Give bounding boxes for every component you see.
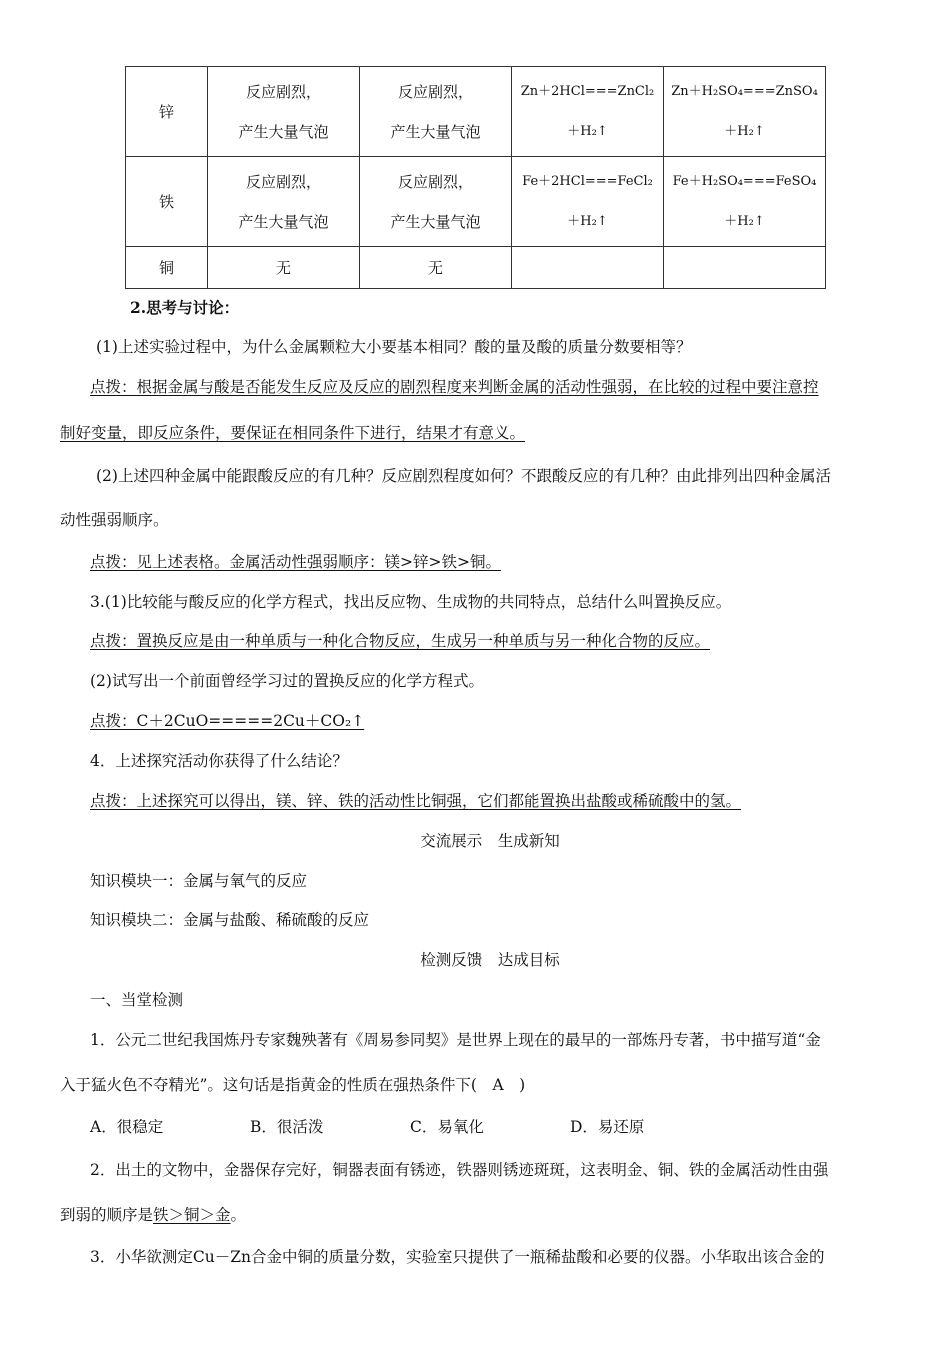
hcl-equation-cell: Zn＋2HCl===ZnCl₂ ＋H₂↑ — [512, 67, 664, 157]
hcl-observation-cell: 无 — [208, 247, 360, 289]
choice-option-a: A．很稳定 — [90, 1118, 164, 1136]
question-text: (2)上述四种金属中能跟酸反应的有几种？反应剧烈程度如何？不跟酸反应的有几种？由此排列出四种金属活 — [96, 467, 831, 485]
section-title: 交流展示 生成新知 — [420, 832, 560, 850]
question-text: 3．小华欲测定Cu－Zn合金中铜的质量分数，实验室只提供了一瓶稀盐酸和必要的仪器。小华取出该合金的 — [90, 1248, 825, 1266]
hcl-equation-cell: Fe＋2HCl===FeCl₂ ＋H₂↑ — [512, 157, 664, 247]
subsection-heading: 一、当堂检测 — [90, 991, 184, 1009]
answer-hint: 点拨：置换反应是由一种单质与一种化合物反应，生成另一种单质与另一种化合物的反应。 — [90, 632, 711, 650]
question-text: 3.(1)比较能与酸反应的化学方程式，找出反应物、生成物的共同特点，总结什么叫置换反应。 — [90, 593, 732, 611]
h2so4-observation-cell: 无 — [360, 247, 512, 289]
hcl-equation-cell — [512, 247, 664, 289]
question-text: 入于猛火色不夺精光”。这句话是指黄金的性质在强热条件下( A ) — [60, 1076, 526, 1094]
h2so4-equation-cell: Fe＋H₂SO₄===FeSO₄ ＋H₂↑ — [664, 157, 826, 247]
knowledge-module: 知识模块一：金属与氧气的反应 — [90, 872, 308, 890]
answer-hint: 点拨：上述探究可以得出，镁、锌、铁的活动性比铜强，它们都能置换出盐酸或稀硫酸中的氢。 — [90, 792, 742, 810]
question-text: 1．公元二世纪我国炼丹专家魏殃著有《周易参同契》是世界上现在的最早的一部炼丹专著，书中描写道“金 — [90, 1031, 821, 1049]
question-text: 4．上述探究活动你获得了什么结论？ — [90, 752, 348, 770]
table-row — [126, 247, 826, 289]
question-text: 2．出土的文物中，金器保存完好，铜器表面有锈迹，铁器则锈迹斑斑，这表明金、铜、铁的金属活动性由强 — [90, 1161, 829, 1179]
answer-hint: 制好变量，即反应条件，要保证在相同条件下进行，结果才有意义。 — [60, 424, 526, 442]
answer-hint: 点拨：根据金属与酸是否能发生反应及反应的剧烈程度来判断金属的活动性强弱，在比较的过程中要注意控 — [90, 378, 819, 396]
metal-cell: 铁 — [126, 157, 208, 247]
question-text: 动性强弱顺序。 — [60, 511, 169, 529]
table-row — [126, 157, 826, 247]
answer-hint: 点拨：C＋2CuO=====2Cu＋CO₂↑ — [90, 712, 365, 730]
h2so4-observation-cell: 反应剧烈， 产生大量气泡 — [360, 67, 512, 157]
question-text: (1)上述实验过程中，为什么金属颗粒大小要基本相同？酸的量及酸的质量分数要相等？ — [96, 338, 692, 356]
hcl-observation-cell: 反应剧烈， 产生大量气泡 — [208, 157, 360, 247]
h2so4-equation-cell — [664, 247, 826, 289]
answer-hint: 点拨：见上述表格。金属活动性强弱顺序：镁>锌>铁>铜。 — [90, 553, 501, 571]
section-title: 检测反馈 达成目标 — [420, 951, 560, 969]
metal-cell: 锌 — [126, 67, 208, 157]
table-row — [126, 67, 826, 157]
knowledge-module: 知识模块二：金属与盐酸、稀硫酸的反应 — [90, 911, 370, 929]
choice-option-c: C．易氧化 — [410, 1118, 484, 1136]
h2so4-equation-cell: Zn＋H₂SO₄===ZnSO₄ ＋H₂↑ — [664, 67, 826, 157]
hcl-observation-cell: 反应剧烈， 产生大量气泡 — [208, 67, 360, 157]
question-text: (2)试写出一个前面曾经学习过的置换反应的化学方程式。 — [90, 672, 484, 690]
metal-cell: 铜 — [126, 247, 208, 289]
metal-acid-table — [125, 66, 826, 289]
h2so4-observation-cell: 反应剧烈， 产生大量气泡 — [360, 157, 512, 247]
answer-fill: 铁＞铜＞金 — [153, 1206, 231, 1224]
choice-option-b: B．很活泼 — [250, 1118, 324, 1136]
choice-option-d: D．易还原 — [570, 1118, 645, 1136]
question-text: 到弱的顺序是铁＞铜＞金。 — [60, 1206, 247, 1224]
section-heading: 2.思考与讨论： — [130, 298, 240, 317]
